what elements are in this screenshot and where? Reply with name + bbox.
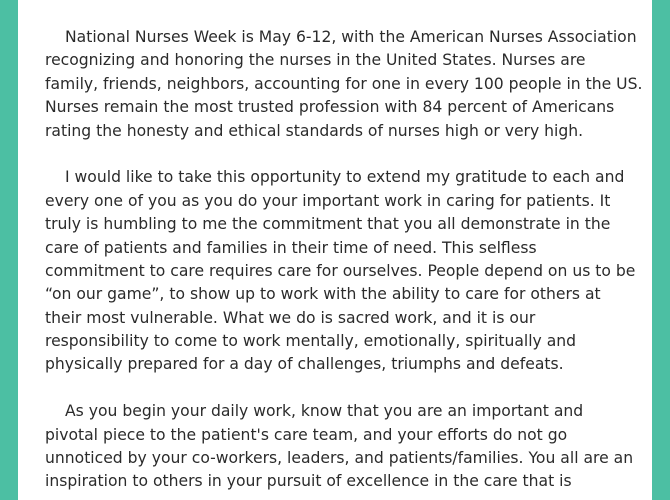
paragraph-spacer [45,377,645,400]
paragraph-line: care of patients and families in their time of need. This selfless [45,238,537,257]
paragraph-line: physically prepared for a day of challenges, triumphs and defeats. [45,355,564,374]
paragraph-line: I would like to take this opportunity to extend my gratitude to each and [65,168,625,187]
paragraph-line: commitment to care requires care for ourselves. People depend on us to be [45,261,636,280]
paragraph-line: pivotal piece to the patient's care team, and your efforts do not go [45,425,568,444]
cropped-title-fragment [18,0,652,6]
paragraph-line: Nurses remain the most trusted profession with 84 percent of Americans [45,98,615,117]
paragraph-line: recognizing and honoring the nurses in the United States. Nurses are [45,51,586,70]
paragraph-line: responsibility to come to work mentally, emotionally, spiritually and [45,332,577,351]
paragraph-line: inspiration to others in your pursuit of excellence in the care that is [45,472,572,491]
paragraph-line: unnoticed by your co-workers, leaders, and patients/families. You all are an [45,449,634,468]
paragraph-3 [45,400,645,494]
letter-body [45,26,645,494]
paragraph-line: their most vulnerable. What we do is sacred work, and it is our [45,308,536,327]
paragraph-line: every one of you as you do your important work in caring for patients. It [45,191,611,210]
paragraph-line: National Nurses Week is May 6-12, with the American Nurses Association [65,28,637,46]
paragraph-line: rating the honesty and ethical standards of nurses high or very high. [45,121,584,140]
paragraph-line: truly is humbling to me the commitment that you all demonstrate in the [45,215,611,234]
paragraph-line: “on our game”, to show up to work with the ability to care for others at [45,285,601,304]
paragraph-2 [45,166,645,377]
paragraph-line: As you begin your daily work, know that you are an important and [65,402,584,421]
paragraph-line: family, friends, neighbors, accounting for one in every 100 people in the US. [45,74,643,93]
paragraph-1 [45,26,645,143]
paragraph-spacer [45,143,645,166]
letter-page [18,0,652,500]
